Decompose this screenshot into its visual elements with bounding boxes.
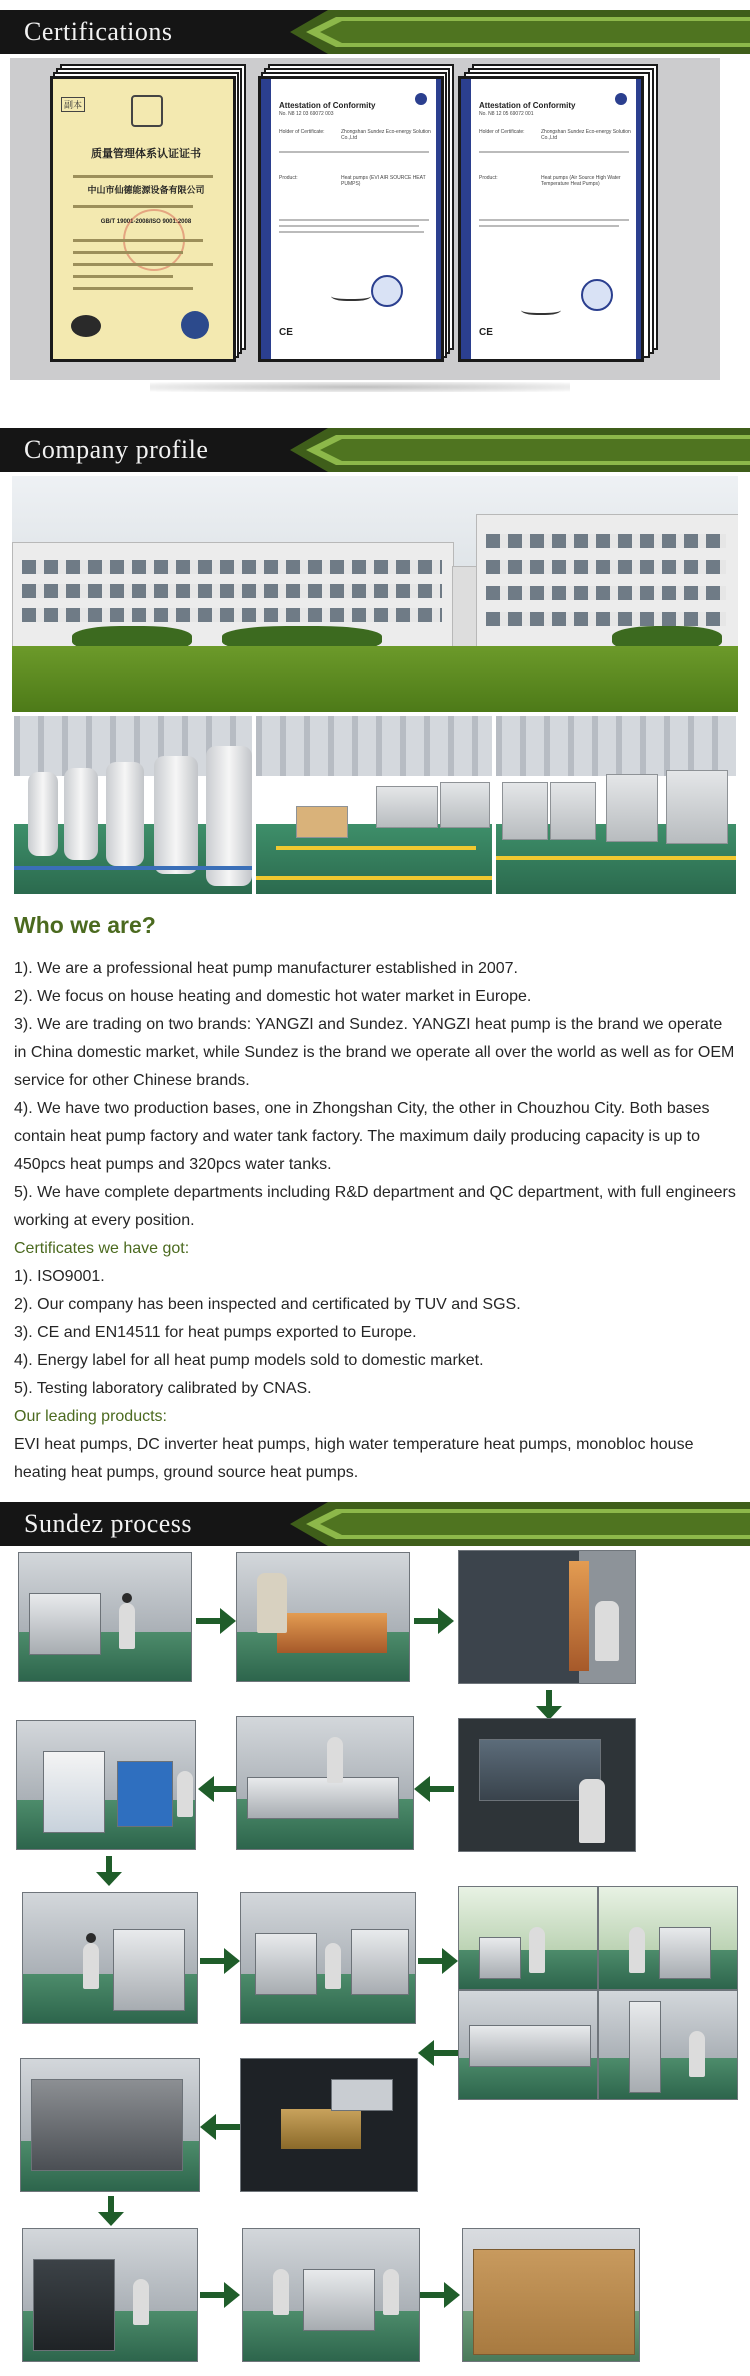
building-windows bbox=[22, 608, 442, 622]
copper-pipes bbox=[569, 1561, 589, 1671]
cert-stamp-label: 副本 bbox=[61, 97, 85, 112]
process-photo bbox=[458, 1718, 636, 1852]
signature-icon bbox=[331, 289, 371, 301]
heat-pump-unit bbox=[113, 1929, 185, 2011]
intro-item: 4). We have two production bases, one in Zhongshan City, the other in Chouzhou City. Both bases contain heat pump factory and water tank factory. The maximum daily producing capacity is up to 450pcs heat pumps and 320pcs water tanks. bbox=[14, 1100, 710, 1173]
floor-line bbox=[276, 846, 476, 850]
iaf-logo-icon bbox=[181, 311, 209, 339]
heat-pump-unit bbox=[303, 2269, 375, 2331]
arrow-left-icon bbox=[418, 2040, 458, 2066]
process-photo bbox=[240, 1892, 416, 2024]
heat-pump-unit bbox=[606, 774, 658, 842]
products-text: EVI heat pumps, DC inverter heat pumps, high water temperature heat pumps, monobloc house heating heat pumps, ground source heat pumps. bbox=[14, 1436, 694, 1481]
arrow-down-icon bbox=[98, 2196, 124, 2226]
cert-text-line bbox=[73, 275, 173, 278]
water-tank bbox=[28, 772, 58, 856]
copper-pipes bbox=[277, 1613, 387, 1653]
process-photo bbox=[458, 1550, 636, 1684]
photo-wall bbox=[599, 1991, 737, 2058]
worker bbox=[83, 1943, 99, 1989]
heat-pump-unit bbox=[479, 1937, 521, 1979]
arrow-down-icon bbox=[536, 1690, 562, 1720]
cert-stack-iso bbox=[50, 64, 240, 364]
water-tank bbox=[64, 768, 98, 860]
water-tank bbox=[206, 746, 252, 886]
tool bbox=[331, 2079, 393, 2111]
cert-product-label: Product: bbox=[479, 175, 498, 181]
cert-title: Attestation of Conformity bbox=[479, 101, 576, 110]
certificate-item: 4). Energy label for all heat pump models sold to domestic market. bbox=[14, 1352, 484, 1369]
worker bbox=[177, 1771, 193, 1817]
building-windows bbox=[486, 612, 726, 626]
attestation-certificate bbox=[458, 76, 644, 362]
workshop-floor bbox=[256, 824, 492, 894]
banner-decoration bbox=[320, 1513, 750, 1535]
workshop-photo-tanks bbox=[14, 716, 252, 894]
worker-head bbox=[86, 1933, 96, 1943]
cert-product-name: Heat pumps (Air Source High Water Temperature Heat Pumps) bbox=[541, 175, 621, 187]
arrow-right-icon bbox=[196, 1608, 236, 1634]
heat-pump-unit bbox=[33, 2259, 115, 2351]
process-photo bbox=[22, 2228, 198, 2362]
arrow-right-icon bbox=[200, 2282, 240, 2308]
process-photo bbox=[16, 1720, 196, 1850]
cnas-logo-icon bbox=[71, 315, 101, 337]
heat-pump-unit bbox=[255, 1933, 317, 1995]
cert-text-line bbox=[279, 219, 429, 221]
cert-title: 质量管理体系认证证书 bbox=[91, 148, 201, 160]
worker bbox=[529, 1927, 545, 1973]
worker bbox=[629, 1927, 645, 1973]
cert-text-line bbox=[279, 225, 419, 227]
ce-mark: CE bbox=[279, 327, 293, 338]
factory-building bbox=[452, 566, 478, 650]
process-photo bbox=[598, 1990, 738, 2100]
cardboard-box bbox=[296, 806, 348, 838]
section-title: Sundez process bbox=[24, 1509, 193, 1538]
ce-mark: CE bbox=[479, 327, 493, 338]
certificate-item: 1). ISO9001. bbox=[14, 1268, 105, 1285]
cert-text-line bbox=[73, 287, 193, 290]
cert-text-line bbox=[479, 225, 619, 227]
arrow-right-icon bbox=[200, 1948, 240, 1974]
process-banner bbox=[0, 1502, 750, 1546]
intro-item: 2). We focus on house heating and domestic hot water market in Europe. bbox=[14, 988, 532, 1005]
process-photo bbox=[240, 2058, 418, 2192]
process-photo bbox=[458, 1990, 598, 2100]
certifier-logo-icon bbox=[131, 95, 163, 127]
cert-text-line bbox=[73, 205, 193, 208]
tuv-seal-icon bbox=[581, 279, 613, 311]
production-line bbox=[31, 2079, 183, 2171]
cert-text-line bbox=[73, 263, 213, 266]
heat-pump-unit bbox=[502, 782, 548, 840]
tuv-seal-icon bbox=[371, 275, 403, 307]
certificate-item: 2). Our company has been inspected and certificated by TUV and SGS. bbox=[14, 1296, 521, 1313]
worker bbox=[257, 1573, 287, 1633]
cert-product-name: Heat pumps (EVI AIR SOURCE HEAT PUMPS) bbox=[341, 175, 426, 187]
workshop-photo-units bbox=[496, 716, 736, 894]
worker bbox=[579, 1779, 605, 1843]
cert-border-strip bbox=[461, 79, 471, 359]
process-photo bbox=[462, 2228, 640, 2362]
cert-stack-tuv-1 bbox=[258, 64, 448, 364]
cert-holder-name: Zhongshan Sundez Eco-energy Solution Co.,Ltd bbox=[541, 129, 631, 141]
packed-cartons bbox=[473, 2249, 635, 2355]
products-heading: Our leading products: bbox=[14, 1408, 167, 1425]
arrow-left-icon bbox=[198, 1776, 238, 1802]
building-windows bbox=[486, 586, 726, 600]
heat-pump-unit bbox=[376, 786, 438, 828]
arrow-right-icon bbox=[414, 1608, 454, 1634]
heat-pump-unit bbox=[440, 782, 490, 828]
shadow-decoration bbox=[150, 382, 570, 392]
arrow-down-icon bbox=[96, 1856, 122, 1886]
worker bbox=[595, 1601, 619, 1661]
water-tank bbox=[106, 762, 144, 866]
who-we-are-heading: Who we are? bbox=[14, 912, 156, 938]
building-windows bbox=[486, 560, 726, 574]
brass-fitting bbox=[281, 2109, 361, 2149]
banner-decoration bbox=[320, 21, 750, 43]
section-title: Company profile bbox=[24, 435, 209, 464]
heat-pump-unit bbox=[550, 782, 596, 840]
worker bbox=[119, 1603, 135, 1649]
cert-standard: GB/T 19001-2008/ISO 9001:2008 bbox=[100, 219, 192, 225]
cert-holder-name: Zhongshan Sundez Eco-energy Solution Co.,Ltd bbox=[341, 129, 431, 141]
cert-text-line bbox=[479, 151, 629, 153]
workshop-ceiling bbox=[256, 716, 492, 776]
worker-head bbox=[122, 1593, 132, 1603]
cert-number: No. N8 12 03 69072 003 bbox=[279, 111, 334, 117]
cert-holder-label: Holder of Certificate: bbox=[479, 129, 525, 135]
photo-floor bbox=[599, 2058, 737, 2099]
cert-text-line bbox=[73, 239, 203, 242]
machine bbox=[43, 1751, 105, 1833]
machine bbox=[469, 2025, 591, 2067]
cert-border-strip bbox=[636, 79, 641, 359]
arrow-right-icon bbox=[418, 1948, 458, 1974]
heat-exchanger bbox=[459, 1551, 579, 1684]
arrow-left-icon bbox=[414, 1776, 454, 1802]
cert-holder-label: Holder of Certificate: bbox=[279, 129, 325, 135]
machine bbox=[629, 2001, 661, 2093]
cert-company: 中山市仙德能源设备有限公司 bbox=[87, 185, 205, 195]
building-windows bbox=[22, 560, 442, 574]
banner-decoration bbox=[320, 439, 750, 461]
cert-number: No. N8 12 05 69072 001 bbox=[479, 111, 534, 117]
intro-item: 1). We are a professional heat pump manufacturer established in 2007. bbox=[14, 960, 518, 977]
signature-icon bbox=[521, 303, 561, 315]
process-photo bbox=[22, 1892, 198, 2024]
arrow-right-icon bbox=[420, 2282, 460, 2308]
test-tank bbox=[247, 1777, 399, 1819]
building-windows bbox=[486, 534, 726, 548]
cert-text-line bbox=[73, 251, 183, 254]
cert-text-line bbox=[279, 151, 429, 153]
company-profile-banner bbox=[0, 428, 750, 472]
process-photo bbox=[20, 2058, 200, 2192]
heat-pump-unit bbox=[351, 1929, 409, 1995]
building-windows bbox=[22, 584, 442, 598]
machine bbox=[117, 1761, 173, 1827]
floor-line bbox=[256, 876, 492, 880]
process-photo bbox=[598, 1886, 738, 1990]
process-photo bbox=[18, 1552, 192, 1682]
certificates-heading: Certificates we have got: bbox=[14, 1240, 190, 1257]
water-tank bbox=[154, 756, 198, 874]
cert-text-line bbox=[73, 175, 213, 178]
intro-item: 3). We are trading on two brands: YANGZI and Sundez. YANGZI heat pump is the brand we operate in China domestic market, while Sundez is the brand we operate all over the world as well as for OEM service for other Chinese brands. bbox=[14, 1016, 735, 1089]
tuv-logo-icon bbox=[615, 93, 627, 105]
factory-exterior-photo bbox=[12, 476, 738, 712]
arrow-left-icon bbox=[200, 2114, 240, 2140]
worker bbox=[689, 2031, 705, 2077]
iso-certificate bbox=[50, 76, 236, 362]
intro-item: 5). We have complete departments including R&D department and QC department, with full engineers working at every position. bbox=[14, 1184, 736, 1229]
machine bbox=[29, 1593, 101, 1655]
workshop-photo-assembly bbox=[256, 716, 492, 894]
worker bbox=[325, 1943, 341, 1989]
certificate-item: 5). Testing laboratory calibrated by CNAS. bbox=[14, 1380, 312, 1397]
heat-pump-unit bbox=[666, 770, 728, 844]
certificate-item: 3). CE and EN14511 for heat pumps exported to Europe. bbox=[14, 1324, 417, 1341]
workshop-ceiling bbox=[496, 716, 736, 776]
worker bbox=[383, 2269, 399, 2315]
conveyor-rail bbox=[14, 866, 252, 870]
section-title: Certifications bbox=[24, 17, 173, 46]
cert-text-line bbox=[279, 231, 424, 233]
cert-product-label: Product: bbox=[279, 175, 298, 181]
process-photo bbox=[458, 1886, 598, 1990]
cert-title: Attestation of Conformity bbox=[279, 101, 376, 110]
worker bbox=[273, 2269, 289, 2315]
photo-lawn bbox=[12, 646, 738, 712]
cert-border-strip bbox=[261, 79, 271, 359]
attestation-certificate bbox=[258, 76, 444, 362]
heat-pump-unit bbox=[659, 1927, 711, 1979]
certificates-panel bbox=[10, 58, 720, 380]
worker bbox=[133, 2279, 149, 2325]
tuv-logo-icon bbox=[415, 93, 427, 105]
process-photo bbox=[236, 1716, 414, 1850]
certifications-banner bbox=[0, 10, 750, 54]
cert-text-line bbox=[479, 219, 629, 221]
cert-border-strip bbox=[436, 79, 441, 359]
process-photo bbox=[242, 2228, 420, 2362]
process-photo bbox=[236, 1552, 410, 1682]
floor-line bbox=[496, 856, 736, 860]
worker bbox=[327, 1737, 343, 1783]
company-description bbox=[14, 906, 736, 1487]
cert-stack-tuv-2 bbox=[458, 64, 648, 364]
